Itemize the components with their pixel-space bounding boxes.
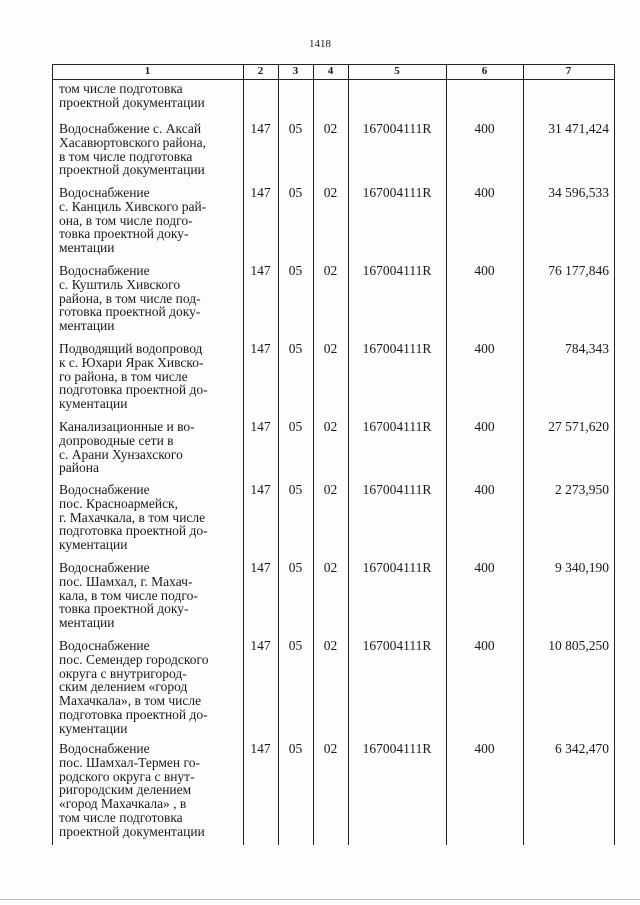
code-subsection: 02 bbox=[323, 482, 338, 497]
amount: 10 805,250 bbox=[548, 638, 609, 653]
code-expense-type: 400 bbox=[474, 638, 495, 653]
item-name: Водоснабжение пос. Шамхал, г. Махач- кала, в том числе подго- товка проектной доку- ментации bbox=[59, 560, 198, 631]
amount: 9 340,190 bbox=[555, 560, 609, 575]
code-target: 167004111R bbox=[362, 482, 432, 497]
amount: 2 273,950 bbox=[555, 482, 609, 497]
code-target: 167004111R bbox=[362, 263, 432, 278]
item-name: Канализационные и во- допроводные сети в с. Арани Хунзахского района bbox=[59, 419, 195, 476]
budget-table bbox=[52, 64, 615, 849]
column-header: 3 bbox=[292, 65, 299, 77]
item-name: Водоснабжение с. Канциль Хивского рай- она, в том числе подго- товка проектной доку- ментации bbox=[59, 185, 207, 256]
code-subsection: 02 bbox=[323, 185, 338, 200]
column-header: 1 bbox=[144, 65, 151, 77]
item-name: Водоснабжение пос. Шамхал-Термен го- родского округа с внут- ригородским делением «город Махачкала» , в том числе подготовка проектной документации bbox=[59, 741, 205, 839]
code-section: 05 bbox=[288, 263, 303, 278]
code-section: 05 bbox=[288, 121, 303, 136]
column-rule bbox=[52, 64, 53, 845]
code-expense-type: 400 bbox=[474, 482, 495, 497]
code-subsection: 02 bbox=[323, 263, 338, 278]
code-expense-type: 400 bbox=[474, 560, 495, 575]
code-section: 05 bbox=[288, 638, 303, 653]
amount: 27 571,620 bbox=[548, 419, 609, 434]
code-expense-type: 400 bbox=[474, 185, 495, 200]
item-name: Подводящий водопровод к с. Юхари Ярак Хивско- го района, в том числе подготовка проектной до- кументации bbox=[59, 341, 208, 412]
code-expense-type: 400 bbox=[474, 121, 495, 136]
code-ministry: 147 bbox=[250, 482, 271, 497]
item-name: Водоснабжение с. Аксай Хасавюртовского района, в том числе подготовка проектной документации bbox=[59, 121, 206, 178]
code-target: 167004111R bbox=[362, 638, 432, 653]
code-subsection: 02 bbox=[323, 341, 338, 356]
column-rule bbox=[614, 64, 615, 845]
header-bottom-rule bbox=[52, 79, 615, 80]
column-header: 5 bbox=[394, 65, 400, 77]
code-target: 167004111R bbox=[362, 560, 432, 575]
code-ministry: 147 bbox=[250, 121, 271, 136]
amount: 6 342,470 bbox=[555, 741, 609, 756]
column-header: 4 bbox=[327, 65, 334, 77]
column-rule bbox=[313, 64, 314, 845]
column-header: 6 bbox=[481, 65, 488, 77]
item-name: Водоснабжение пос. Семендер городского округа с внутригород- ским делением «город Махачкала», в том числе подготовка проектной до- кументации bbox=[59, 638, 209, 736]
code-expense-type: 400 bbox=[474, 341, 495, 356]
code-target: 167004111R bbox=[362, 185, 432, 200]
column-rule bbox=[446, 64, 447, 845]
code-expense-type: 400 bbox=[474, 741, 495, 756]
code-section: 05 bbox=[288, 560, 303, 575]
code-subsection: 02 bbox=[323, 741, 338, 756]
amount: 31 471,424 bbox=[548, 121, 609, 136]
item-name: Водоснабжение с. Куштиль Хивского района, в том числе под- готовка проектной доку- ментации bbox=[59, 263, 201, 334]
code-target: 167004111R bbox=[362, 121, 432, 136]
code-target: 167004111R bbox=[362, 341, 432, 356]
page-number: 1418 bbox=[309, 38, 331, 50]
code-ministry: 147 bbox=[250, 419, 271, 434]
amount: 34 596,533 bbox=[548, 185, 609, 200]
code-subsection: 02 bbox=[323, 638, 338, 653]
amount: 784,343 bbox=[565, 341, 609, 356]
amount: 76 177,846 bbox=[548, 263, 609, 278]
code-section: 05 bbox=[288, 741, 303, 756]
code-subsection: 02 bbox=[323, 121, 338, 136]
column-rule bbox=[278, 64, 279, 845]
code-ministry: 147 bbox=[250, 638, 271, 653]
code-target: 167004111R bbox=[362, 741, 432, 756]
code-ministry: 147 bbox=[250, 560, 271, 575]
column-header: 7 bbox=[565, 65, 572, 77]
code-expense-type: 400 bbox=[474, 263, 495, 278]
code-section: 05 bbox=[288, 419, 303, 434]
code-ministry: 147 bbox=[250, 741, 271, 756]
code-ministry: 147 bbox=[250, 185, 271, 200]
code-subsection: 02 bbox=[323, 419, 338, 434]
code-expense-type: 400 bbox=[474, 419, 495, 434]
column-header: 2 bbox=[257, 65, 264, 77]
code-section: 05 bbox=[288, 341, 303, 356]
code-target: 167004111R bbox=[362, 419, 432, 434]
column-rule bbox=[348, 64, 349, 845]
code-section: 05 bbox=[288, 185, 303, 200]
code-subsection: 02 bbox=[323, 560, 338, 575]
code-ministry: 147 bbox=[250, 341, 271, 356]
code-section: 05 bbox=[288, 482, 303, 497]
continuation-text: том числе подготовка проектной документации bbox=[59, 81, 205, 110]
item-name: Водоснабжение пос. Красноармейск, г. Махачкала, в том числе подготовка проектной до- кументации bbox=[59, 482, 208, 553]
scan-edge-line bbox=[0, 899, 640, 900]
column-rule bbox=[523, 64, 524, 845]
code-ministry: 147 bbox=[250, 263, 271, 278]
